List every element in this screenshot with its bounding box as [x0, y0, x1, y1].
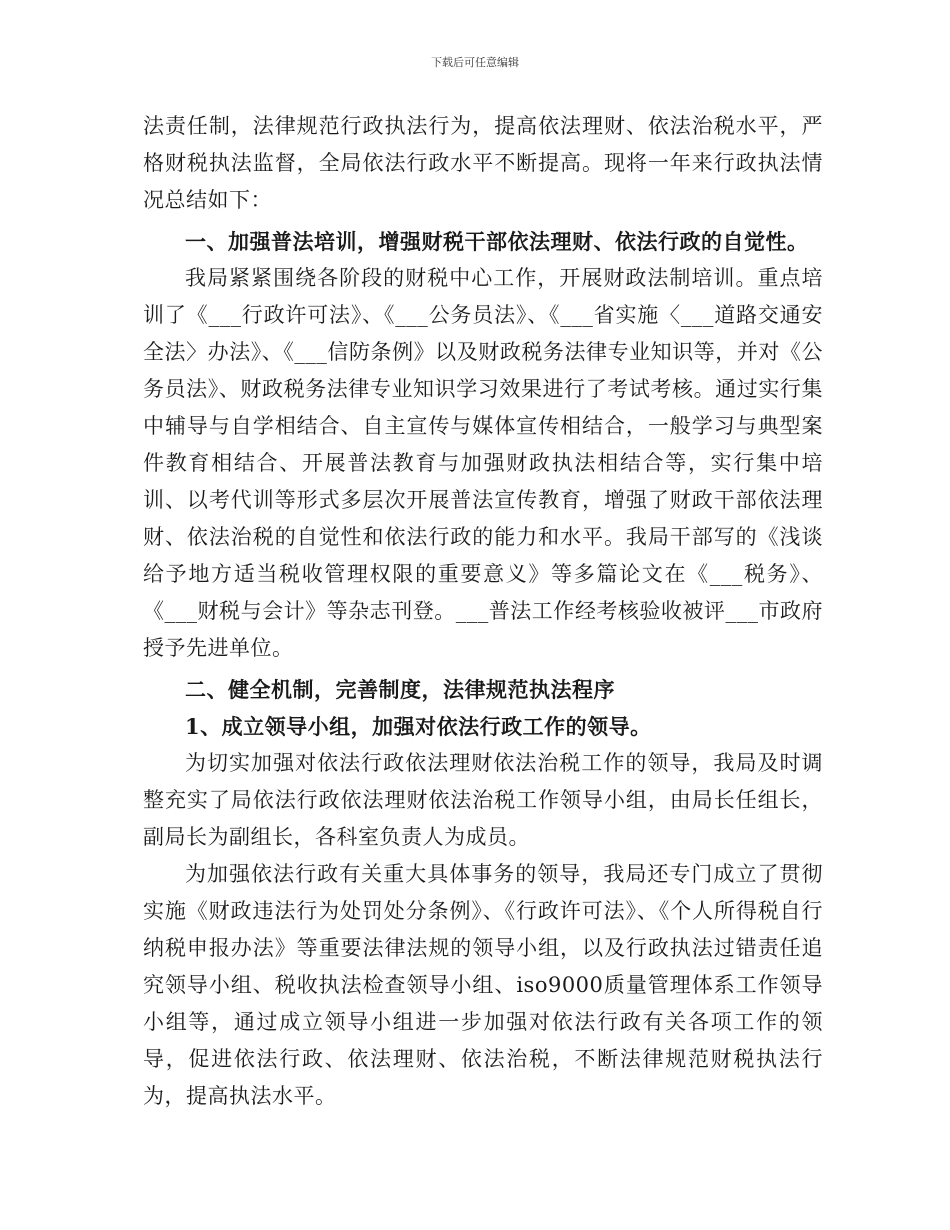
subsection-heading-1: 1、成立领导小组，加强对依法行政工作的领导。: [185, 714, 652, 739]
section-heading-2: 二、健全机制，完善制度，法律规范执法程序: [185, 677, 615, 702]
paragraph-training: 我局紧紧围绕各阶段的财税中心工作，开展财政法制培训。重点培训了《___行政许可法》、《___公务员法》、《___省实施〈___道路交通安全法〉办法》、《___信防条例》以及财政税务法律专业知识等，并对《公务员法》、财政税务法律专业知识学习效果进行了考试考核。通过实行集中辅导与自学相结合、自主宣传与媒体宣传相结合，一般学习与典型案件教育相结合、开展普法教育与加强财政执法相结合等，实行集中培训、以考代训等形式多层次开展普法宣传教育，增强了财政干部依法理财、依法治税的自觉性和依法行政的能力和水平。我局干部写的《浅谈给予地方适当税收管理权限的重要意义》等多篇论文在《___税务》、《___财税与会计》等杂志刊登。___普法工作经考核验收被评___市政府授予先进单位。: [143, 266, 823, 660]
paragraph-leadership-group: 为切实加强对依法行政依法理财依法治税工作的领导，我局及时调整充实了局依法行政依法理财依法治税工作领导小组，由局长任组长，副局长为副组长，各科室负责人为成员。: [143, 751, 823, 849]
section-heading-1: 一、加强普法培训，增强财税干部依法理财、依法行政的自觉性。: [185, 229, 809, 254]
paragraph-intro-continued: 法责任制，法律规范行政执法行为，提高依法理财、依法治税水平，严格财税执法监督，全局依法行政水平不断提高。现将一年来行政执法情况总结如下：: [143, 114, 823, 212]
paragraph-special-groups: 为加强依法行政有关重大具体事务的领导，我局还专门成立了贯彻实施《财政违法行为处罚处分条例》、《行政许可法》、《个人所得税自行纳税申报办法》等重要法律法规的领导小组，以及行政执法过错责任追究领导小组、税收执法检查领导小组、iso9000质量管理体系工作领导小组等，通过成立领导小组进一步加强对依法行政有关各项工作的领导，促进依法行政、依法理财、依法治税，不断法律规范财税执法行为，提高执法水平。: [143, 862, 823, 1108]
page-header-note: 下载后可任意编辑: [431, 56, 519, 69]
document-body: [143, 108, 823, 1115]
